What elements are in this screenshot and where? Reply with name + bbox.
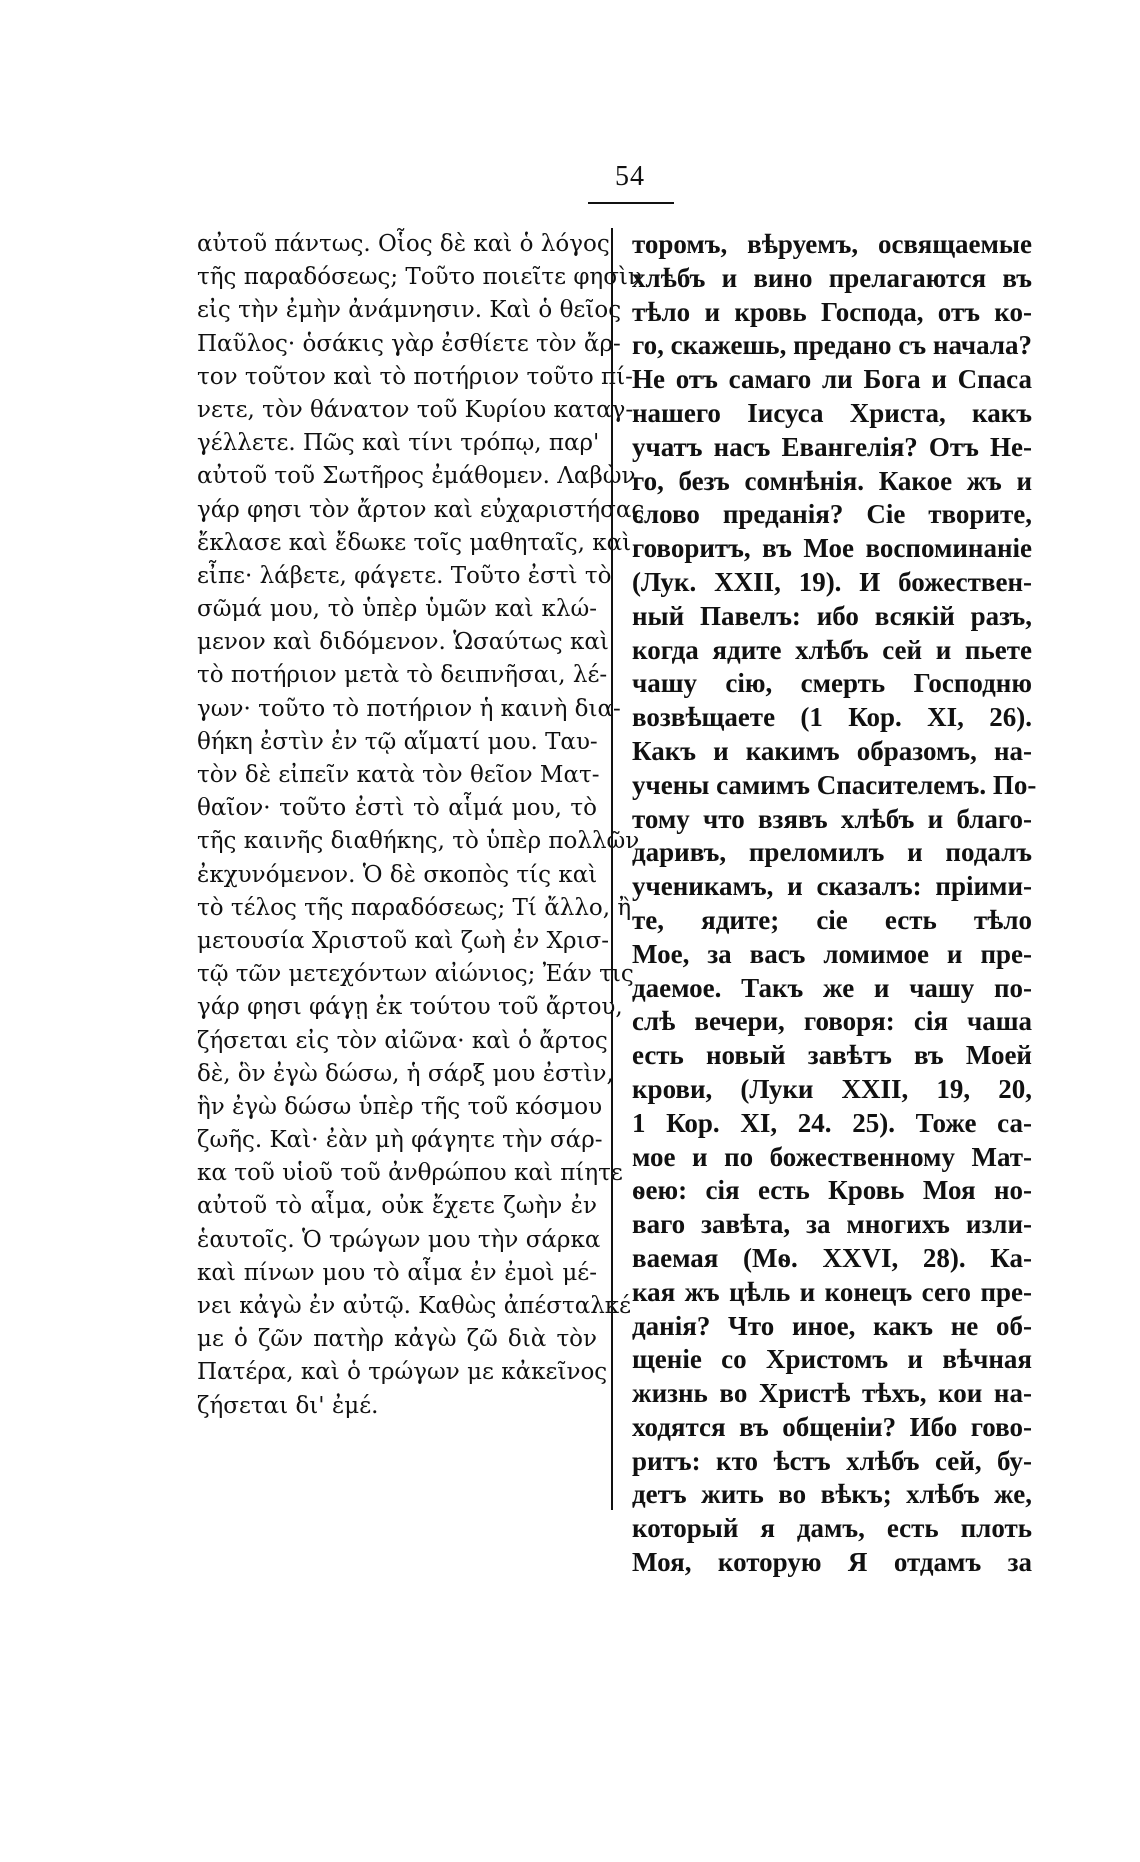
text-line: Какъ и какимъ образомъ, на-	[632, 735, 1032, 766]
text-line: детъ жить во вѣкъ; хлѣбъ же,	[632, 1479, 1032, 1510]
text-line: когда ядите хлѣбъ сей и пьете	[632, 634, 1032, 665]
text-line: καὶ πίνων μου τὸ αἷμα ἐν ἐμοὶ μέ-	[197, 1259, 597, 1286]
text-line: даемое. Такъ же и чашу по-	[632, 972, 1032, 1003]
text-line: εἶπε· λάβετε, φάγετε. Τοῦτο ἐστὶ τὸ	[197, 562, 612, 589]
page-number-rule	[588, 202, 674, 204]
text-line: ритъ: кто ѣстъ хлѣбъ сей, бу-	[632, 1445, 1032, 1476]
text-line: γέλλετε. Πῶς καὶ τίνι τρόπῳ, παρ'	[197, 430, 600, 457]
slavonic-text-column	[632, 228, 1037, 1580]
text-line: торомъ, вѣруемъ, освящаемые	[632, 229, 1032, 259]
text-line: щеніе со Христомъ и вѣчная	[632, 1344, 1032, 1375]
text-line: ваемая (Мѳ. XXVI, 28). Ка-	[632, 1242, 1032, 1273]
text-line: μενον καὶ διδόμενον. Ὡσαύτως καὶ	[197, 629, 609, 656]
text-line: учатъ насъ Евангелія? Отъ Не-	[632, 431, 1032, 462]
text-line: говоритъ, въ Мое воспоминаніе	[632, 533, 1032, 564]
text-line: Πατέρα, καὶ ὁ τρώγων με κἀκεῖνος	[197, 1359, 608, 1386]
text-line: крови, (Луки XXII, 19, 20,	[632, 1073, 1032, 1104]
text-line: данія? Что иное, какъ не об-	[632, 1310, 1032, 1341]
text-line: кая жъ цѣль и конецъ сего пре-	[632, 1276, 1032, 1307]
text-line: θήκη ἐστὶν ἐν τῷ αἵματί μου. Ταυ-	[197, 728, 598, 755]
text-line: γων· τοῦτο τὸ ποτήριον ἡ καινὴ δια-	[197, 695, 621, 722]
text-line: тѣло и кровь Господа, отъ ко-	[632, 296, 1032, 327]
text-line: ный Павелъ: ибо всякій разъ,	[632, 600, 1032, 631]
text-line: Παῦλος· ὁσάκις γὰρ ἐσθίετε τὸν ἄρ-	[197, 330, 621, 357]
text-line: ученикамъ, и сказалъ: пріими-	[632, 871, 1032, 902]
text-line: τὸν δὲ εἰπεῖν κατὰ τὸν θεῖον Ματ-	[197, 762, 600, 788]
text-line: ἑαυτοῖς. Ὁ τρώγων μου τὴν σάρκα	[197, 1226, 601, 1253]
text-line: δὲ, ὃν ἐγὼ δώσω, ἡ σάρξ μου ἐστὶν,	[197, 1060, 614, 1087]
text-line: νει κἀγὼ ἐν αὐτῷ. Καθὼς ἀπέσταλκέ	[197, 1293, 632, 1319]
text-line: σῶμά μου, τὸ ὑπὲρ ὑμῶν καὶ κλώ-	[197, 596, 597, 623]
text-line: τῆς παραδόσεως; Τοῦτο ποιεῖτε φησὶν	[197, 264, 642, 291]
text-line: го, скажешь, предано съ начала?	[632, 330, 1032, 361]
text-line: θαῖον· τοῦτο ἐστὶ τὸ αἷμά μου, τὸ	[197, 795, 597, 822]
text-line: ἣν ἐγὼ δώσω ὑπὲρ τῆς τοῦ κόσμου	[197, 1093, 603, 1120]
text-line: Моя, которую Я отдамъ за	[632, 1547, 1032, 1578]
text-line: слѣ вечери, говоря: сія чаша	[632, 1006, 1032, 1037]
text-line: те, ядите; сіе есть тѣло	[632, 904, 1032, 935]
text-line: τον τοῦτον καὶ τὸ ποτήριον τοῦτο πί-	[197, 363, 633, 390]
text-line: 1 Кор. XI, 24. 25). Тоже са-	[632, 1107, 1032, 1138]
text-line: νετε, τὸν θάνατον τοῦ Κυρίου καταγ-	[197, 396, 634, 423]
text-line: μετουσία Χριστοῦ καὶ ζωὴ ἐν Χρισ-	[197, 927, 610, 954]
text-line: слово преданія? Сіе творите,	[632, 499, 1032, 530]
text-line: есть новый завѣтъ въ Моей	[632, 1040, 1032, 1071]
text-line: αὐτοῦ τὸ αἷμα, οὐκ ἔχετε ζωὴν ἐν	[197, 1193, 597, 1220]
greek-text-column	[197, 228, 645, 1423]
text-line: (Лук. XXII, 19). И божествен-	[632, 566, 1032, 597]
text-line: εἰς τὴν ἐμὴν ἀνάμνησιν. Καὶ ὁ θεῖος	[197, 297, 622, 324]
text-line: ζωῆς. Καὶ· ἐὰν μὴ φάγητε τὴν σάρ-	[197, 1127, 603, 1154]
text-line: Не отъ самаго ли Бога и Спаса	[632, 364, 1032, 395]
text-line: αὐτοῦ πάντως. Οἷος δὲ καὶ ὁ λόγος	[197, 231, 610, 257]
text-line: γάρ φησι τὸν ἄρτον καὶ εὐχαριστήσας	[197, 496, 645, 523]
text-line: учены самимъ Спасителемъ. По-	[632, 769, 1037, 800]
text-line: τῆς καινῆς διαθήκης, τὸ ὑπὲρ πολλῶν	[197, 828, 640, 855]
text-line: ἔκλασε καὶ ἔδωκε τοῖς μαθηταῖς, καὶ	[197, 529, 632, 556]
text-line: ѳею: сія есть Кровь Моя но-	[632, 1175, 1032, 1206]
text-line: ваго завѣта, за многихъ изли-	[632, 1209, 1032, 1240]
text-line: тому что взявъ хлѣбъ и благо-	[632, 803, 1032, 834]
text-line: го, безъ сомнѣнія. Какое жъ и	[632, 465, 1032, 496]
text-line: хлѣбъ и вино прелагаются въ	[632, 262, 1032, 293]
text-line: возвѣщаете (1 Кор. XI, 26).	[632, 702, 1032, 733]
text-line: даривъ, преломилъ и подалъ	[632, 837, 1032, 868]
text-line: ζήσεται εἰς τὸν αἰῶνα· καὶ ὁ ἄρτος	[197, 1027, 608, 1054]
text-line: жизнь во Христѣ тѣхъ, кои на-	[632, 1378, 1032, 1409]
text-line: κα τοῦ υἱοῦ τοῦ ἀνθρώπου καὶ πίητε	[197, 1160, 623, 1187]
text-line: нашего Іисуса Христа, какъ	[632, 397, 1032, 428]
text-line: ζήσεται δι' ἐμέ.	[197, 1392, 379, 1419]
page-number: 54	[615, 161, 645, 192]
text-line: αὐτοῦ τοῦ Σωτῆρος ἐμάθομεν. Λαβὼν	[197, 463, 636, 490]
text-line: ἐκχυνόμενον. Ὁ δὲ σκοπὸς τίς καὶ	[197, 861, 598, 888]
text-line: Мое, за васъ ломимое и пре-	[632, 938, 1032, 969]
text-line: τὸ ποτήριον μετὰ τὸ δειπνῆσαι, λέ-	[197, 662, 608, 689]
text-line: τῷ τῶν μετεχόντων αἰώνιος; Ἐάν τις	[197, 961, 634, 988]
text-line: γάρ φησι φάγῃ ἐκ τούτου τοῦ ἄρτου,	[197, 994, 623, 1021]
text-line: ходятся въ общеніи? Ибо гово-	[632, 1411, 1032, 1442]
text-line: με ὁ ζῶν πατὴρ κἀγὼ ζῶ διὰ τὸν	[197, 1326, 597, 1353]
text-line: τὸ τέλος τῆς παραδόσεως; Τί ἄλλο, ἢ	[197, 894, 632, 921]
text-line: мое и по божественному Мат-	[632, 1141, 1032, 1172]
text-line: чашу сію, смерть Господню	[632, 668, 1032, 699]
text-line: который я дамъ, есть плоть	[632, 1513, 1032, 1544]
